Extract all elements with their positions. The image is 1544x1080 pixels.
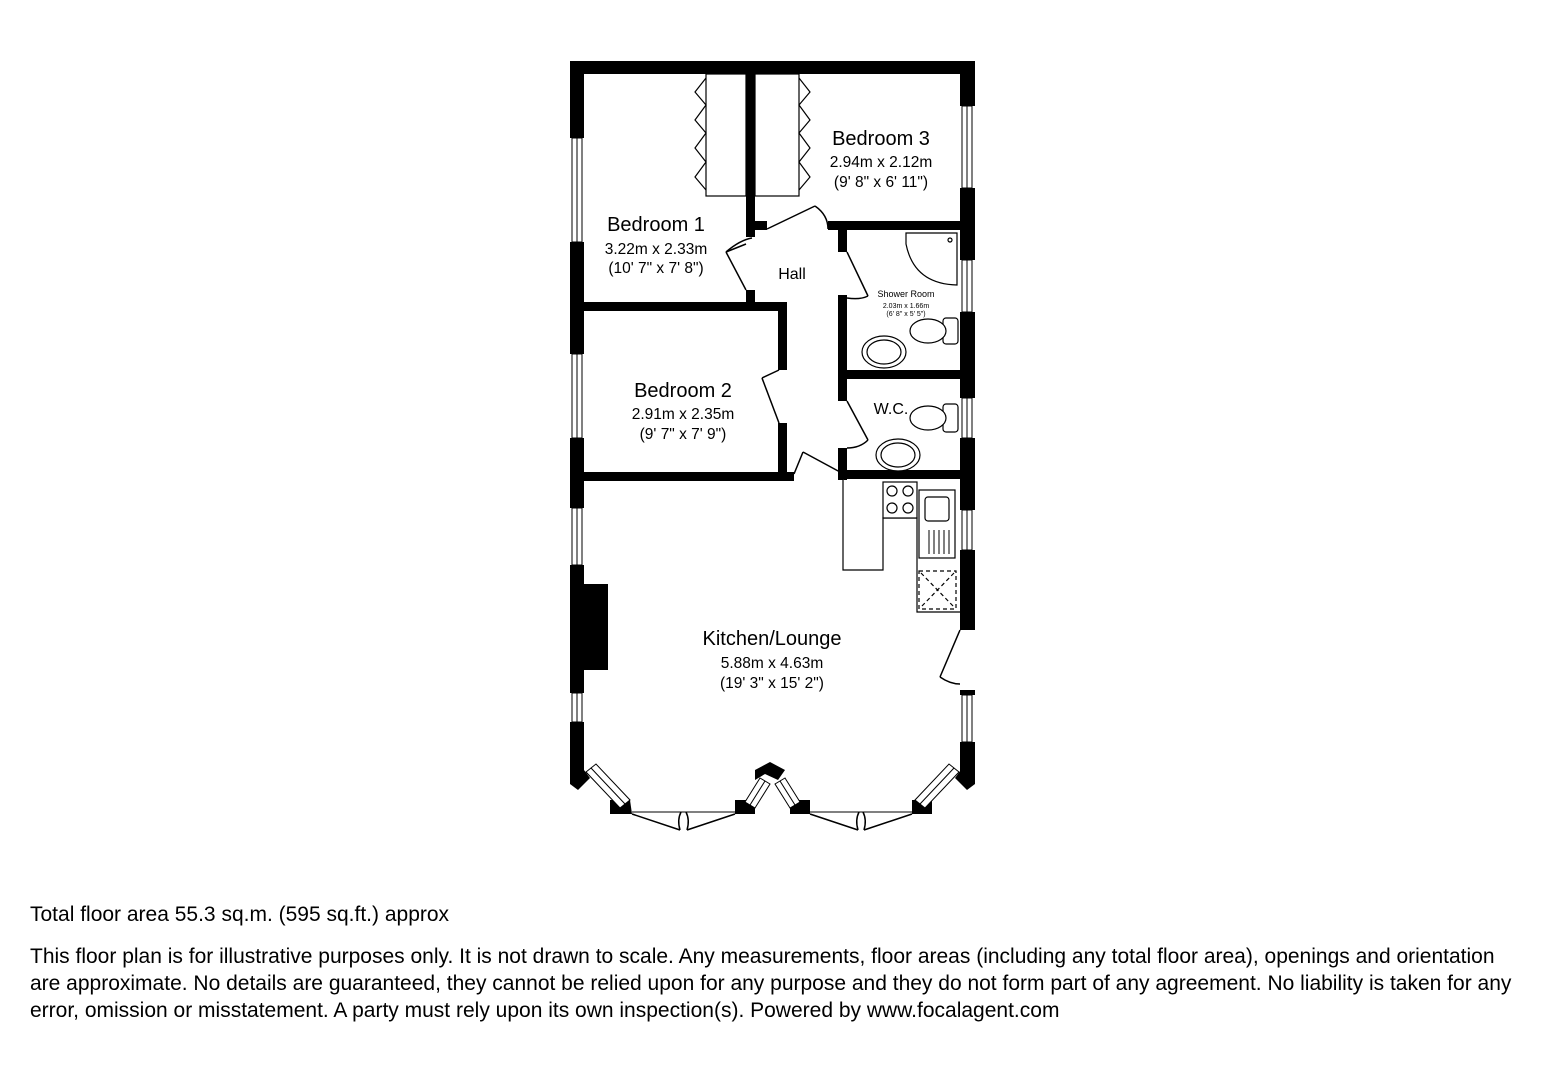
total-floor-area: Total floor area 55.3 sq.m. (595 sq.ft.) approx — [30, 903, 450, 926]
room-imperial: (9' 7" x 7' 9") — [639, 426, 727, 443]
room-imperial: (9' 8" x 6' 11") — [833, 174, 929, 191]
room-metric: 3.22m x 2.33m — [604, 241, 708, 258]
room-metric: 2.94m x 2.12m — [829, 154, 933, 171]
room-label-bedroom-2 — [632, 380, 735, 443]
room-label-hall — [778, 266, 806, 283]
room-name: Bedroom 1 — [607, 214, 705, 236]
fireplace — [584, 584, 608, 670]
room-imperial: (6' 8" x 5' 5") — [886, 311, 926, 318]
room-name: Shower Room — [877, 289, 935, 299]
room-label-bedroom-1 — [605, 214, 708, 277]
room-metric: 5.88m x 4.63m — [720, 655, 824, 672]
room-label-bedroom-3 — [830, 128, 933, 191]
room-label-kitchen-lounge — [702, 628, 841, 692]
bay-doors — [632, 812, 912, 830]
shower-room-fixtures — [862, 233, 958, 368]
room-metric: 2.03m x 1.66m — [882, 303, 930, 310]
kitchen-fixtures — [843, 479, 960, 612]
room-imperial: (19' 3" x 15' 2") — [720, 675, 824, 692]
room-label-wc — [874, 401, 909, 418]
disclaimer-text: This floor plan is for illustrative purposes only. It is not drawn to scale. Any measurements, floor areas (including any total floor area), openings and orientation are approximate. No details are guaranteed, they cannot be relied upon for any purpose and they do not form part of any agreement. No liability is taken for any error, omission or misstatement. A party must rely upon its own inspection(s). Powered by www.focalagent.com — [30, 945, 1512, 1022]
room-name: W.C. — [873, 401, 909, 418]
room-metric: 2.91m x 2.35m — [631, 406, 735, 423]
room-name: Bedroom 2 — [634, 380, 732, 402]
room-name: Kitchen/Lounge — [702, 628, 842, 650]
room-name: Hall — [778, 266, 806, 283]
room-name: Bedroom 3 — [832, 128, 930, 150]
room-imperial: (10' 7" x 7' 8") — [608, 260, 704, 277]
room-label-shower-room — [877, 289, 934, 318]
